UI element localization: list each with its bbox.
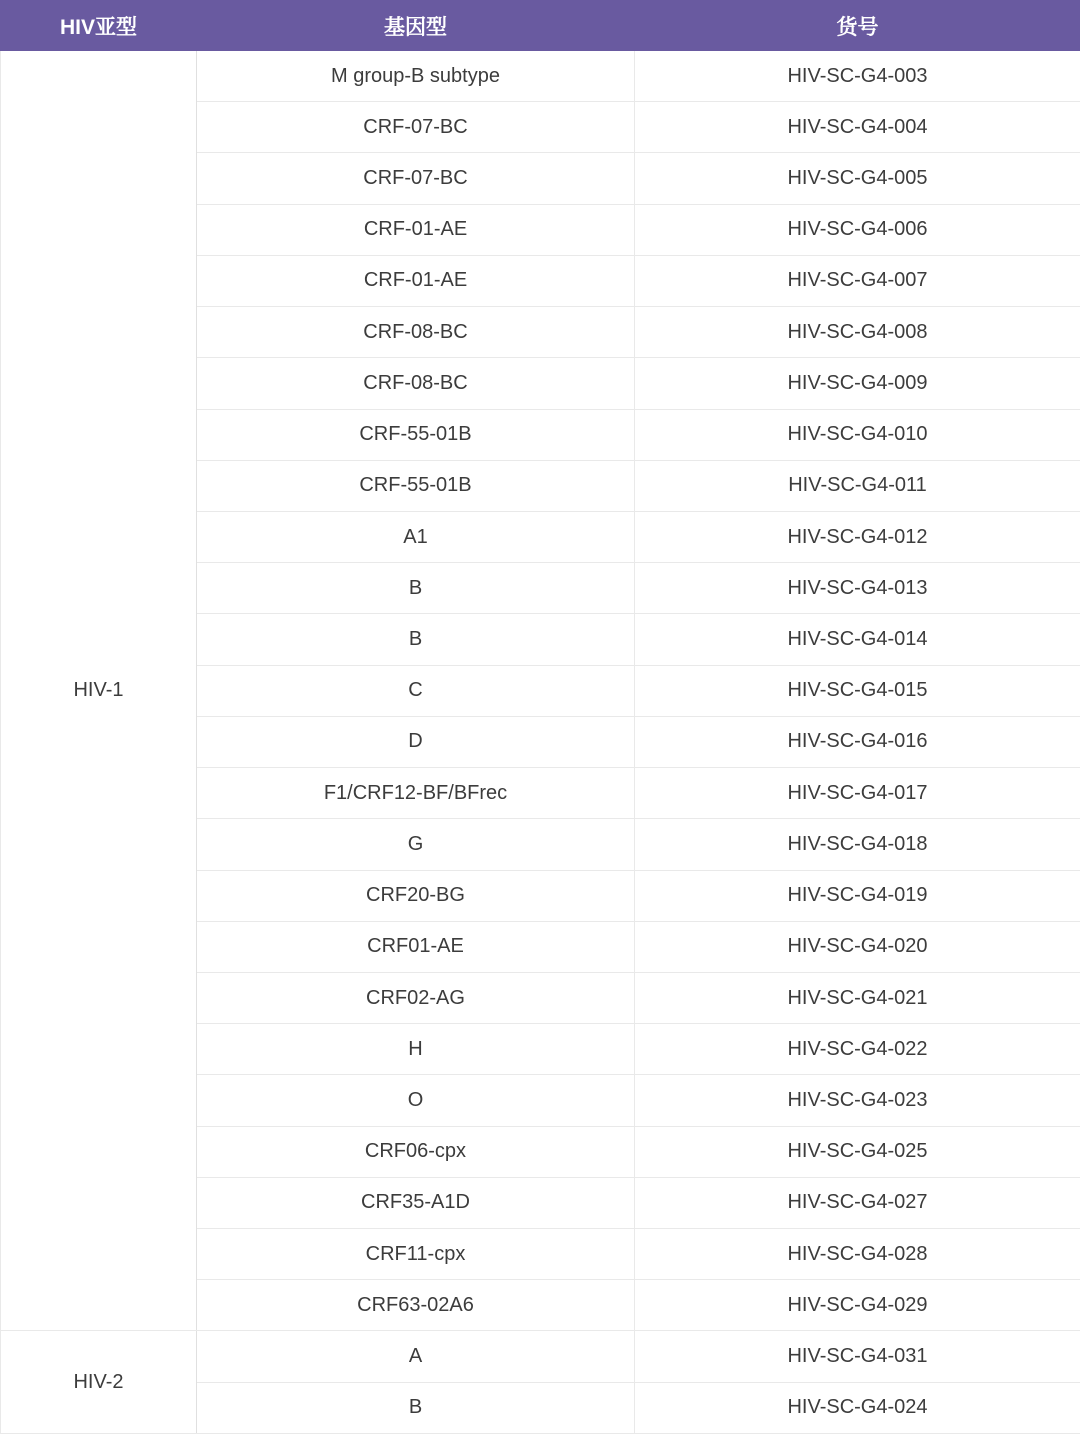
genotype-cell: C [197, 665, 635, 716]
genotype-cell: CRF06-cpx [197, 1126, 635, 1177]
genotype-cell: O [197, 1075, 635, 1126]
table-body [1, 51, 1080, 1434]
genotype-cell: A [197, 1331, 635, 1382]
catalog-number-cell: HIV-SC-G4-021 [635, 972, 1080, 1023]
catalog-number-cell: HIV-SC-G4-016 [635, 716, 1080, 767]
genotype-cell: A1 [197, 511, 635, 562]
catalog-number-cell: HIV-SC-G4-005 [635, 153, 1080, 204]
catalog-number-cell: HIV-SC-G4-014 [635, 614, 1080, 665]
genotype-cell: F1/CRF12-BF/BFrec [197, 768, 635, 819]
subtype-cell: HIV-1 [1, 51, 197, 1331]
genotype-cell: CRF-07-BC [197, 153, 635, 204]
header-hiv-subtype: HIV亚型 [1, 1, 197, 51]
catalog-number-cell: HIV-SC-G4-010 [635, 409, 1080, 460]
genotype-cell: CRF-01-AE [197, 204, 635, 255]
catalog-number-cell: HIV-SC-G4-013 [635, 563, 1080, 614]
subtype-cell: HIV-2 [1, 1331, 197, 1434]
genotype-cell: H [197, 1024, 635, 1075]
catalog-number-cell: HIV-SC-G4-011 [635, 460, 1080, 511]
catalog-number-cell: HIV-SC-G4-007 [635, 255, 1080, 306]
catalog-number-cell: HIV-SC-G4-006 [635, 204, 1080, 255]
genotype-cell: M group-B subtype [197, 51, 635, 102]
genotype-cell: CRF02-AG [197, 972, 635, 1023]
catalog-number-cell: HIV-SC-G4-022 [635, 1024, 1080, 1075]
header-row [1, 1, 1080, 51]
genotype-cell: B [197, 1382, 635, 1433]
genotype-cell: CRF-55-01B [197, 409, 635, 460]
catalog-number-cell: HIV-SC-G4-004 [635, 102, 1080, 153]
genotype-cell: CRF63-02A6 [197, 1280, 635, 1331]
catalog-number-cell: HIV-SC-G4-012 [635, 511, 1080, 562]
genotype-cell: CRF-07-BC [197, 102, 635, 153]
catalog-number-cell: HIV-SC-G4-018 [635, 819, 1080, 870]
catalog-number-cell: HIV-SC-G4-009 [635, 358, 1080, 409]
table-row [1, 1331, 1080, 1382]
genotype-cell: G [197, 819, 635, 870]
genotype-cell: D [197, 716, 635, 767]
catalog-number-cell: HIV-SC-G4-028 [635, 1229, 1080, 1280]
catalog-number-cell: HIV-SC-G4-027 [635, 1177, 1080, 1228]
catalog-number-cell: HIV-SC-G4-003 [635, 51, 1080, 102]
header-catalog-number: 货号 [635, 1, 1080, 51]
catalog-number-cell: HIV-SC-G4-025 [635, 1126, 1080, 1177]
catalog-number-cell: HIV-SC-G4-017 [635, 768, 1080, 819]
genotype-cell: CRF35-A1D [197, 1177, 635, 1228]
genotype-cell: CRF11-cpx [197, 1229, 635, 1280]
catalog-number-cell: HIV-SC-G4-008 [635, 307, 1080, 358]
catalog-number-cell: HIV-SC-G4-015 [635, 665, 1080, 716]
genotype-cell: CRF-01-AE [197, 255, 635, 306]
catalog-number-cell: HIV-SC-G4-023 [635, 1075, 1080, 1126]
catalog-number-cell: HIV-SC-G4-029 [635, 1280, 1080, 1331]
genotype-cell: CRF01-AE [197, 921, 635, 972]
genotype-cell: B [197, 614, 635, 665]
genotype-cell: CRF20-BG [197, 870, 635, 921]
genotype-cell: B [197, 563, 635, 614]
header-genotype: 基因型 [197, 1, 635, 51]
genotype-cell: CRF-08-BC [197, 307, 635, 358]
catalog-number-cell: HIV-SC-G4-020 [635, 921, 1080, 972]
table-header [1, 1, 1080, 51]
catalog-number-cell: HIV-SC-G4-024 [635, 1382, 1080, 1433]
table-row [1, 51, 1080, 102]
genotype-cell: CRF-55-01B [197, 460, 635, 511]
catalog-number-cell: HIV-SC-G4-031 [635, 1331, 1080, 1382]
catalog-number-cell: HIV-SC-G4-019 [635, 870, 1080, 921]
genotype-cell: CRF-08-BC [197, 358, 635, 409]
